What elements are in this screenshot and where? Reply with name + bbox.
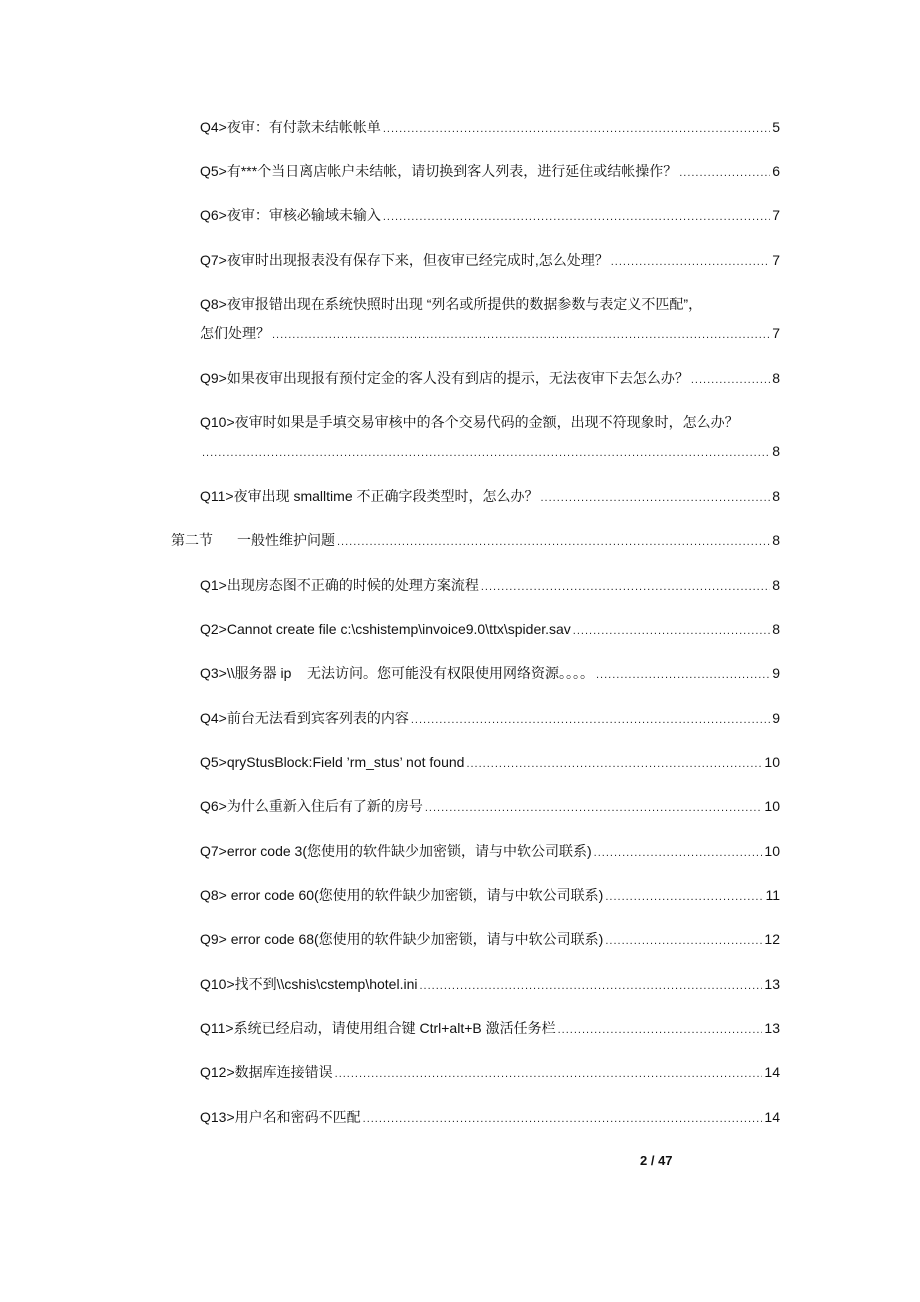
toc-entry-q7-maintenance[interactable] <box>200 842 780 860</box>
toc-entry-text: Q10>夜审时如果是手填交易审核中的各个交易代码的金额，出现不符现象时，怎么办？ <box>200 414 739 430</box>
toc-entry-q1-maintenance[interactable] <box>200 576 780 594</box>
dot-leader <box>337 535 770 549</box>
toc-entry-q5-night-audit[interactable] <box>200 162 780 180</box>
page-indicator: 2 / 47 <box>640 1153 673 1168</box>
dot-leader <box>202 446 770 460</box>
toc-page-number: 8 <box>772 577 780 593</box>
toc-entry-q6-maintenance[interactable] <box>200 797 780 815</box>
dot-leader <box>596 668 770 682</box>
toc-entry-text: Q6>为什么重新入住后有了新的房号 <box>200 798 423 814</box>
dot-leader <box>425 801 763 815</box>
dot-leader <box>691 373 770 387</box>
toc-page-number: 10 <box>764 754 780 770</box>
toc-entry-q10-night-audit-line2[interactable] <box>200 442 780 460</box>
toc-entry-q9-night-audit[interactable] <box>200 369 780 387</box>
toc-entry-q11-maintenance[interactable] <box>200 1019 780 1037</box>
dot-leader <box>383 210 770 224</box>
toc-entry-text: Q5>qryStusBlock:Field ’rm_stus’ not found <box>200 754 465 770</box>
dot-leader <box>363 1112 763 1126</box>
toc-page-number: 5 <box>772 119 780 135</box>
toc-entry-text: Q11>夜审出现 smalltime 不正确字段类型时，怎么办？ <box>200 488 539 504</box>
dot-leader <box>679 166 770 180</box>
toc-entry-text: Q3>\\服务器 ip 无法访问。您可能没有权限使用网络资源。。。。 <box>200 665 594 681</box>
toc-entry-q6-night-audit[interactable] <box>200 206 780 224</box>
toc-entry-q9-maintenance[interactable] <box>200 930 780 948</box>
dot-leader <box>481 580 770 594</box>
toc-page-number: 11 <box>765 887 780 903</box>
toc-entry-text: 怎们处理？ <box>200 325 270 341</box>
toc-entry-text: Q9>如果夜审出现报有预付定金的客人没有到店的提示，无法夜审下去怎么办？ <box>200 370 689 386</box>
toc-entry-text: Q9> error code 68(您使用的软件缺少加密锁，请与中软公司联系) <box>200 931 604 947</box>
toc-page-number: 8 <box>772 621 780 637</box>
toc-entry-text: Q12>数据库连接错误 <box>200 1064 333 1080</box>
toc-page-number: 13 <box>764 1020 780 1036</box>
dot-leader <box>605 890 763 904</box>
toc-page-number: 14 <box>764 1109 780 1125</box>
dot-leader <box>594 846 763 860</box>
toc-page-number: 6 <box>772 163 780 179</box>
toc-entry-q7-night-audit[interactable] <box>200 251 780 269</box>
toc-entry-q8-night-audit-line1[interactable] <box>200 295 702 313</box>
toc-page-number: 8 <box>772 488 780 504</box>
toc-entry-text: Q6>夜审：审核必输域未输入 <box>200 207 381 223</box>
toc-entry-q4-night-audit[interactable] <box>200 118 780 136</box>
toc-page-number: 7 <box>772 325 780 341</box>
toc-entry-q4-maintenance[interactable] <box>200 709 780 727</box>
dot-leader <box>541 491 771 505</box>
toc-entry-text: Q7>夜审时出现报表没有保存下来，但夜审已经完成时,怎么处理？ <box>200 252 609 268</box>
dot-leader <box>605 934 762 948</box>
dot-leader <box>466 757 762 771</box>
toc-page-number: 9 <box>772 710 780 726</box>
toc-entry-text: Q2>Cannot create file c:\cshistemp\invoice9.0\ttx\spider.sav <box>200 621 571 637</box>
toc-page-number: 13 <box>764 976 780 992</box>
toc-entry-q8-night-audit-line2[interactable] <box>200 324 780 342</box>
toc-entry-q5-maintenance[interactable] <box>200 753 780 771</box>
toc-page-number: 7 <box>772 207 780 223</box>
toc-section-heading <box>171 531 335 549</box>
section-title: 一般性维护问题 <box>237 532 335 548</box>
dot-leader <box>611 255 770 269</box>
toc-section-general-maintenance[interactable] <box>171 531 780 549</box>
dot-leader <box>573 624 770 638</box>
toc-page-number: 9 <box>772 665 780 681</box>
toc-entry-text: Q13>用户名和密码不匹配 <box>200 1109 361 1125</box>
toc-page-number: 10 <box>764 843 780 859</box>
toc-entry-text: Q8>夜审报错出现在系统快照时出现 “列名或所提供的数据参数与表定义不匹配”， <box>200 296 703 312</box>
dot-leader <box>411 713 770 727</box>
toc-entry-q13-maintenance[interactable] <box>200 1108 780 1126</box>
toc-entry-text: Q4>前台无法看到宾客列表的内容 <box>200 710 409 726</box>
toc-entry-q11-night-audit[interactable] <box>200 487 780 505</box>
dot-leader <box>419 979 762 993</box>
toc-entry-text: Q8> error code 60(您使用的软件缺少加密锁，请与中软公司联系) <box>200 887 604 903</box>
toc-entry-text: Q7>error code 3(您使用的软件缺少加密锁，请与中软公司联系) <box>200 843 592 859</box>
toc-page-number: 8 <box>772 443 780 459</box>
dot-leader <box>272 328 770 342</box>
toc-page-number: 10 <box>764 798 780 814</box>
dot-leader <box>335 1067 763 1081</box>
toc-page-number: 8 <box>772 370 780 386</box>
toc-page-number: 7 <box>772 252 780 268</box>
toc-page-number: 14 <box>764 1064 780 1080</box>
toc-entry-text: Q1>出现房态图不正确的时候的处理方案流程 <box>200 577 479 593</box>
dot-leader <box>383 122 770 136</box>
toc-page-number: 12 <box>764 931 780 947</box>
dot-leader <box>558 1023 763 1037</box>
toc-entry-q10-night-audit-line1[interactable] <box>200 413 739 431</box>
toc-entry-q12-maintenance[interactable] <box>200 1063 780 1081</box>
toc-entry-q8-maintenance[interactable] <box>200 886 780 904</box>
toc-page-number: 8 <box>772 532 780 548</box>
section-number: 第二节 <box>171 532 213 548</box>
toc-entry-q3-maintenance[interactable] <box>200 664 780 682</box>
toc-entry-q10-maintenance[interactable] <box>200 975 780 993</box>
toc-entry-text: Q5>有***个当日离店帐户未结帐，请切换到客人列表，进行延住或结帐操作？ <box>200 163 678 179</box>
toc-entry-text: Q4>夜审：有付款未结帐帐单 <box>200 119 381 135</box>
toc-entry-text: Q11>系统已经启动，请使用组合键 Ctrl+alt+B 激活任务栏 <box>200 1020 556 1036</box>
toc-entry-text: Q10>找不到\\cshis\cstemp\hotel.ini <box>200 976 418 992</box>
toc-entry-q2-maintenance[interactable] <box>200 620 780 638</box>
